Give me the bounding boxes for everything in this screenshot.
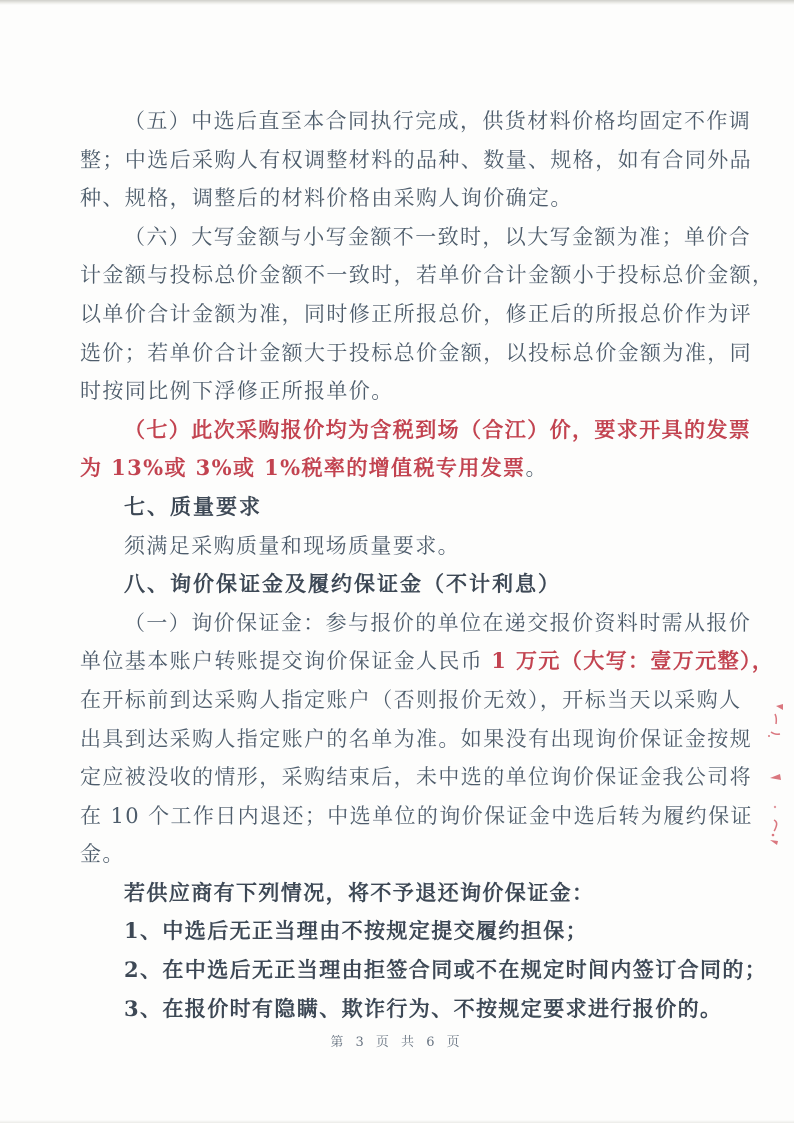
text-line: 金。 bbox=[80, 842, 125, 867]
text-line: （六）大写金额与小写金额不一致时，以大写金额为准；单价合 bbox=[124, 224, 752, 249]
page-footer: 第 3 页 共 6 页 bbox=[330, 1035, 464, 1050]
red-amount-text: 1 万元（大写：壹万元整）， bbox=[491, 648, 775, 674]
red-ink-marks bbox=[762, 700, 792, 870]
text-line: 整；中选后采购人有权调整材料的品种、数量、规格，如有合同外品 bbox=[80, 147, 752, 172]
text-line: 以单价合计金额为准，同时修正所报总价，修正后的所报总价作为评 bbox=[80, 301, 752, 326]
black-text: 单位基本账户转账提交询价保证金人民币 bbox=[80, 649, 492, 674]
text-line: （五）中选后直至本合同执行完成，供货材料价格均固定不作调 bbox=[124, 109, 752, 133]
text-line-highlight: （七）此次采购报价均为含税到场（合江）价，要求开具的发票 bbox=[124, 416, 752, 442]
period: 。 bbox=[525, 456, 548, 481]
text-line: 出具到达采购人指定账户的名单为准。如果没有出现询价保证金按规 bbox=[80, 726, 752, 751]
text-line-mixed bbox=[80, 642, 775, 681]
text-line: 计金额与投标总价金额不一致时，若单价合计金额小于投标总价金额， bbox=[80, 263, 775, 288]
scan-edge-top bbox=[0, 0, 794, 5]
section-heading-deposit: 八、询价保证金及履约保证金（不计利息） bbox=[124, 572, 561, 597]
list-item-3: 3、在报价时有隐瞒、欺诈行为、不按规定要求进行报价的。 bbox=[124, 995, 723, 1021]
text-line: 在开标前到达采购人指定账户（否则报价无效），开标当天以采购人 bbox=[80, 687, 742, 712]
document-text bbox=[80, 102, 775, 1028]
text-line-bold: 若供应商有下列情况，将不予退还询价保证金： bbox=[124, 879, 595, 905]
text-line: 须满足采购质量和现场质量要求。 bbox=[124, 533, 460, 558]
text-line-highlight bbox=[80, 449, 752, 488]
list-item-1: 1、中选后无正当理由不按规定提交履约担保； bbox=[124, 918, 589, 944]
text-line: 定应被没收的情形，采购结束后，未中选的单位询价保证金我公司将 bbox=[80, 765, 752, 790]
text-line: （一）询价保证金：参与报价的单位在递交报价资料时需从报价 bbox=[124, 610, 752, 635]
red-text: 为 13%或 3%或 1%税率的增值税专用发票 bbox=[80, 455, 526, 481]
list-item-2: 2、在中选后无正当理由拒签合同或不在规定时间内签订合同的； bbox=[124, 957, 768, 983]
text-line: 选价；若单价合计金额大于投标总价金额，以投标总价金额为准，同 bbox=[80, 340, 752, 365]
text-line: 种、规格，调整后的材料价格由采购人询价确定。 bbox=[80, 186, 573, 211]
text-line: 在 10 个工作日内退还；中选单位的询价保证金中选后转为履约保证 bbox=[80, 803, 753, 828]
text-line: 时按同比例下浮修正所报单价。 bbox=[80, 379, 394, 404]
section-heading-quality: 七、质量要求 bbox=[124, 494, 262, 519]
